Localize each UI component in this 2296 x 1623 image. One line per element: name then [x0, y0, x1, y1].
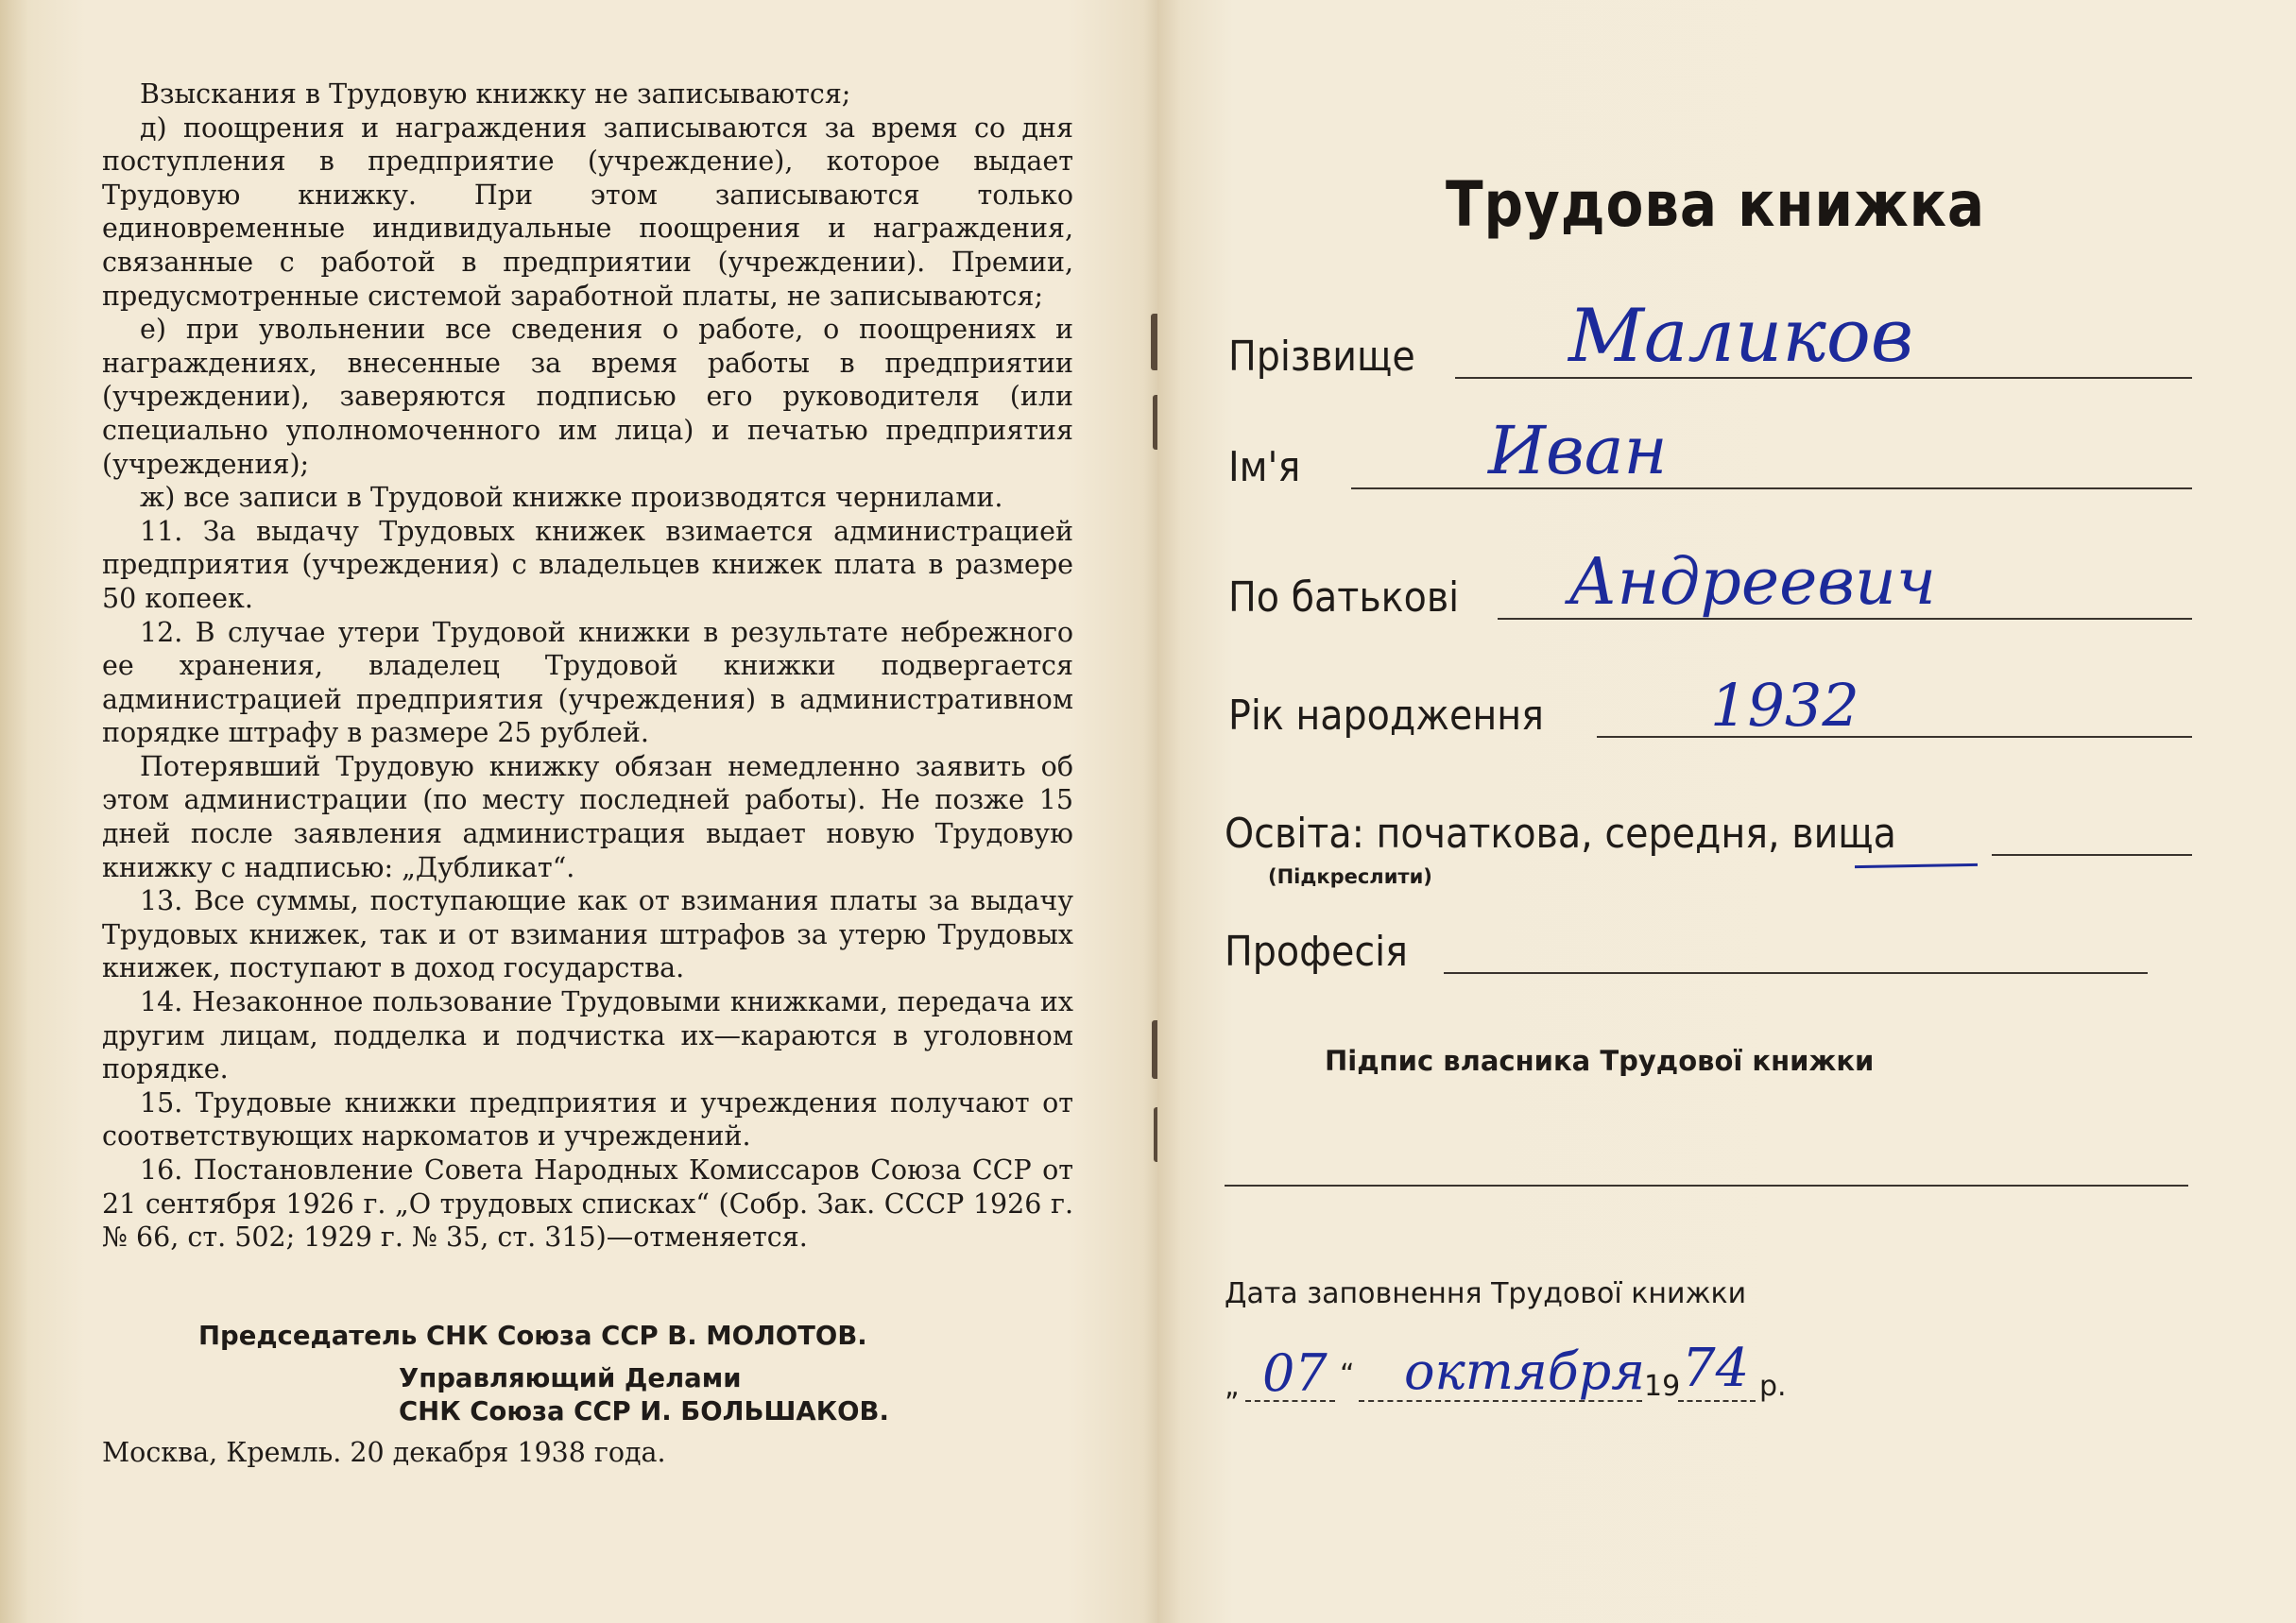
paragraph: д) поощрения и награждения записываются за время со дня поступления в предприятие (учреждение), которое выдает Трудовую книжку. При этом записываются только единовременные индивидуальные поощрения и награждения, связанные с работой в предприятии (учреждении). Премии, предусмотренные системой заработной платы, не записываются;: [102, 111, 1073, 312]
manager-name: СНК Союза ССР И. БОЛЬШАКОВ.: [399, 1396, 889, 1427]
education-field: [1225, 794, 2192, 869]
surname-handwritten: Маликов: [1568, 294, 1914, 379]
paragraph: 13. Все суммы, поступающие как от взимания платы за выдачу Трудовых книжек, так и от взимания штрафов за утерю Трудовых книжек, поступают в доход государства.: [102, 885, 1073, 984]
day-handwritten: 07: [1262, 1343, 1328, 1403]
first-name-handwritten: Иван: [1488, 412, 1668, 489]
place-and-date: Москва, Кремль. 20 декабря 1938 года.: [102, 1437, 666, 1468]
birth-year-handwritten: 1932: [1710, 671, 1859, 740]
regulations-text: [102, 77, 1073, 1255]
surname-label: Прізвище: [1228, 333, 1415, 381]
education-line: [1992, 854, 2192, 856]
patronymic-field: [1228, 545, 2192, 633]
paragraph: е) при увольнении все сведения о работе, о поощрениях и награждениях, внесенные за время работы в предприятии (учреждении), заверяются подписью его руководителя (или специально уполномоченного им лица) и печатью предприятия (учреждения);: [102, 314, 1073, 480]
month-handwritten: октября: [1404, 1341, 1645, 1401]
paragraph: 12. В случае утери Трудовой книжки в результате небрежного ее хранения, владелец Трудовой книжки подвергается администрацией предприятия (учреждения) в административном порядке штрафу в размере 25 рублей.: [102, 616, 1073, 749]
paragraph: 14. Незаконное пользование Трудовыми книжками, передача их другим лицам, подделка и подчистка их—караются в уголовном порядке.: [102, 986, 1073, 1085]
paragraph: 11. За выдачу Трудовых книжек взимается администрацией предприятия (учреждения) с владельцев книжек плата в размере 50 копеек.: [102, 515, 1073, 614]
surname-field: [1228, 294, 2192, 392]
birth-year-field: [1228, 671, 2192, 751]
century: 19: [1644, 1370, 1681, 1403]
year-line: [1678, 1400, 1756, 1402]
year-handwritten: 74: [1682, 1338, 1750, 1399]
date-quote-open: „: [1225, 1370, 1240, 1403]
first-name-line: [1351, 487, 2192, 489]
birth-year-label: Рік народження: [1228, 692, 1544, 740]
education-label: Освіта: початкова, середня, вища: [1225, 810, 1896, 858]
first-name-field: [1228, 412, 2192, 503]
chairman-signature: Председатель СНК Союза ССР В. МОЛОТОВ.: [198, 1321, 867, 1351]
patronymic-handwritten: Андреевич: [1568, 545, 1937, 620]
paragraph: Потерявший Трудовую книжку обязан немедленно заявить об этом администрации (по месту последней работы). Не позже 15 дней после заявления администрация выдает новую Трудовую книжку с надписью: „Дубликат“.: [102, 750, 1073, 883]
date-quote-close: “: [1340, 1358, 1355, 1392]
fill-date-row: [1225, 1338, 1848, 1409]
fill-date-label: Дата заповнення Трудової книжки: [1225, 1277, 1747, 1310]
patronymic-label: По батькові: [1228, 573, 1460, 622]
paragraph: 16. Постановление Совета Народных Комиссаров Союза ССР от 21 сентября 1926 г. „О трудовых списках“ (Собр. Зак. СССР 1926 г. № 66, ст. 502; 1929 г. № 35, ст. 315)—отменяется.: [102, 1154, 1073, 1254]
manager-title: Управляющий Делами: [399, 1363, 742, 1393]
paragraph: 15. Трудовые книжки предприятия и учреждения получают от соответствующих наркоматов и учреждений.: [102, 1086, 1073, 1153]
owner-signature-label: Підпис власника Трудової книжки: [1325, 1045, 1875, 1077]
education-hint: (Підкреслити): [1268, 865, 1432, 888]
page-title: Трудова книжка: [1446, 168, 1986, 241]
paragraph: Взыскания в Трудовую книжку не записываются;: [140, 78, 851, 110]
profession-field: [1225, 912, 2169, 987]
profession-line: [1444, 972, 2148, 974]
profession-label: Професія: [1225, 928, 1408, 976]
birth-year-line: [1597, 736, 2192, 738]
year-abbr: р.: [1759, 1370, 1787, 1403]
first-name-label: Ім'я: [1228, 443, 1301, 491]
owner-signature-line: [1225, 1185, 2188, 1187]
paragraph: ж) все записи в Трудовой книжке производятся чернилами.: [140, 482, 1003, 514]
